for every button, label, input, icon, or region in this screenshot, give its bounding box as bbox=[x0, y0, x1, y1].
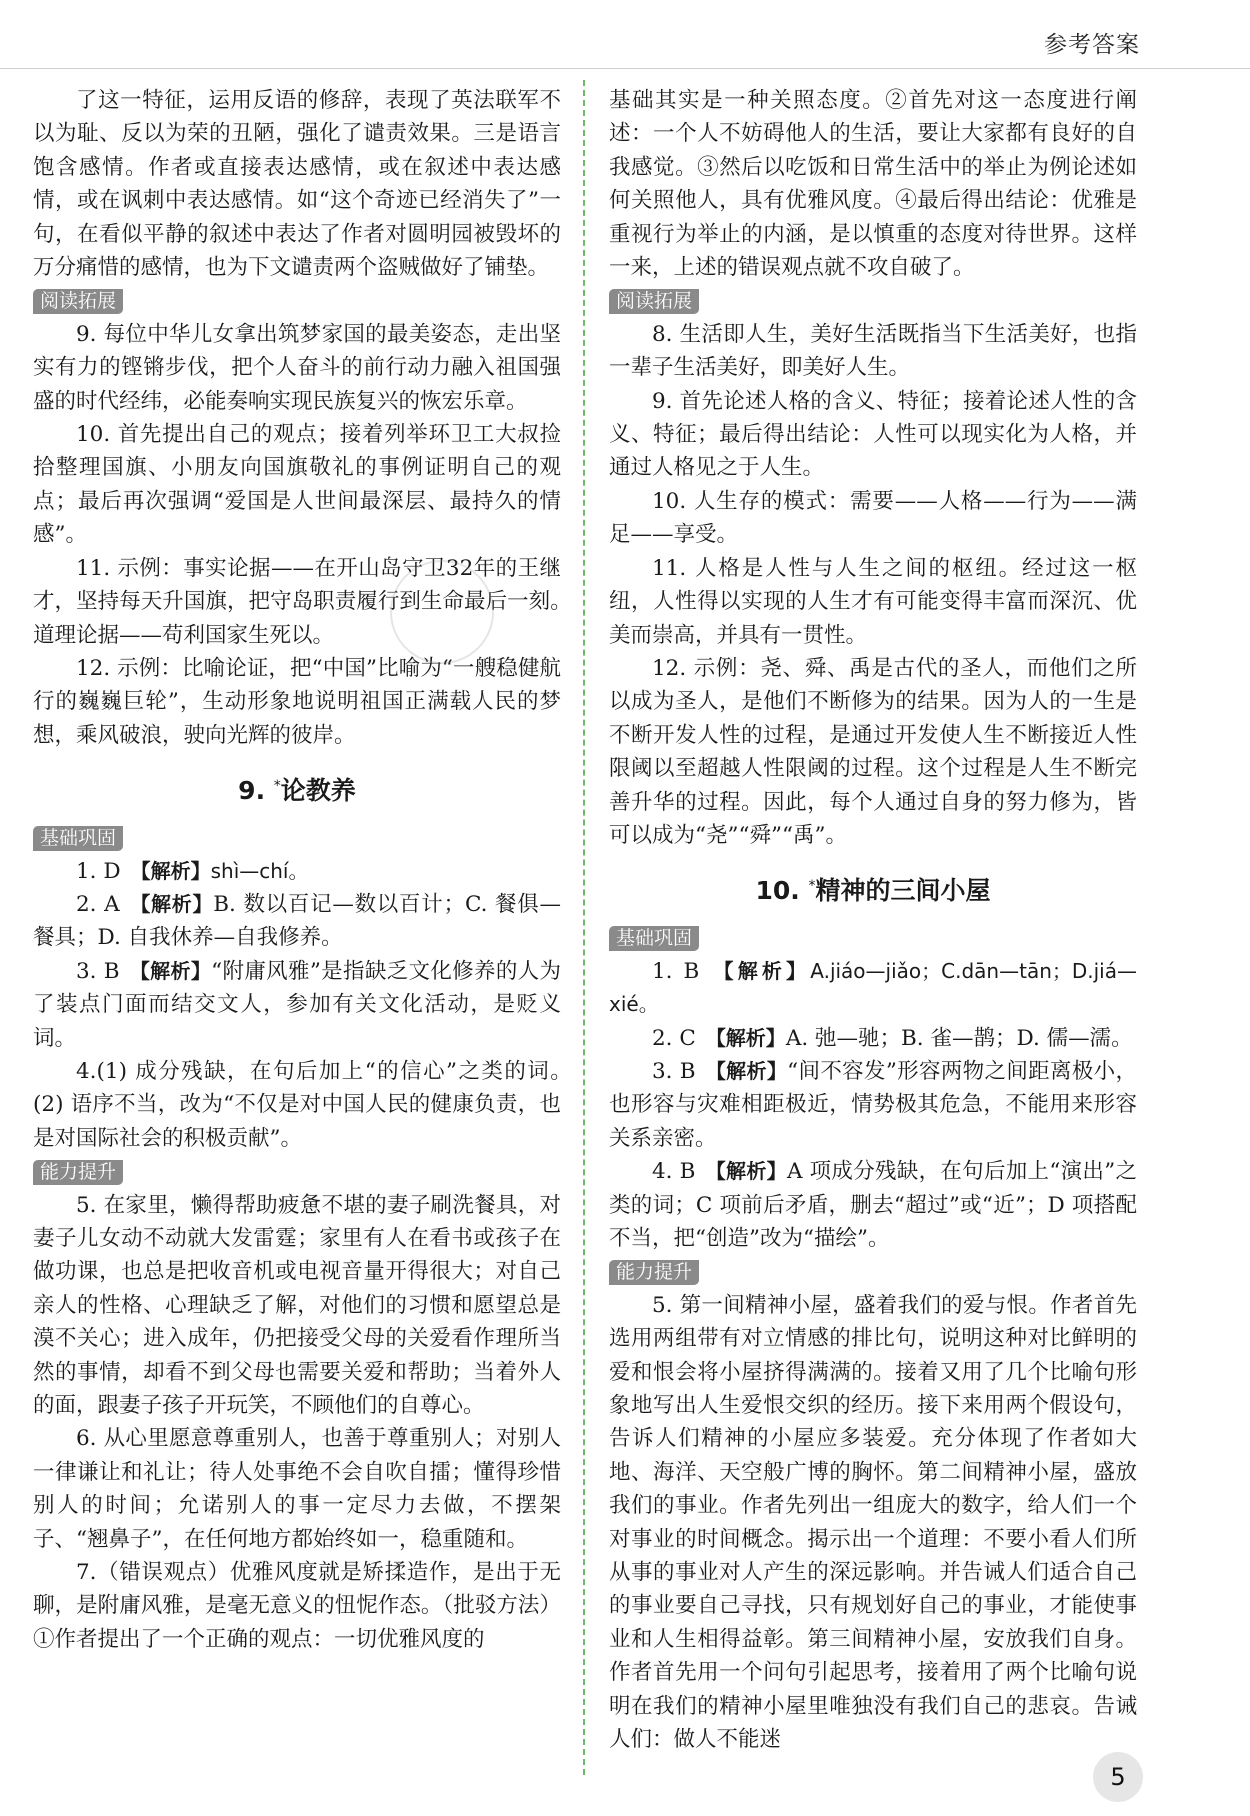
page-number: 5 bbox=[1093, 1752, 1143, 1802]
answer-item: 9. 每位中华儿女拿出筑梦家国的最美姿态，走出坚实有力的铿锵步伐，把个人奋斗的前行动力融入祖国强盛的时代经纬，必能奏响实现民族复兴的恢宏乐章。 bbox=[33, 321, 561, 414]
answer-item bbox=[33, 855, 561, 888]
item-number: 3. bbox=[76, 958, 97, 984]
item-text: A.jiáo—jiǎo；C.dān—tān；D.jiá—xié。 bbox=[609, 958, 1137, 1017]
answer-item bbox=[609, 1055, 1137, 1155]
item-answer: B bbox=[683, 958, 700, 984]
item-number: 2. bbox=[652, 1025, 673, 1051]
section-tag-ability: 能力提升 bbox=[609, 1260, 699, 1285]
answer-item bbox=[33, 888, 561, 955]
item-text: B. 数以百记—数以百计；C. 餐俱—餐具；D. 自我休养—自我修养。 bbox=[33, 891, 562, 951]
right-column bbox=[609, 84, 1137, 1757]
item-text: “附庸风雅”是指缺乏文化修养的人为了装点门面而结交文人，参加有关文化活动，是贬义词。 bbox=[33, 958, 561, 1051]
lesson-number: 9. bbox=[238, 776, 266, 806]
analysis-label: 【解析】 bbox=[129, 891, 214, 916]
answer-item bbox=[609, 1155, 1137, 1255]
answer-item bbox=[609, 1022, 1137, 1055]
answer-item: 5. 在家里，懒得帮助疲惫不堪的妻子刷洗餐具，对妻子儿女动不动就大发雷霆；家里有人在看书或孩子在做功课，也总是把收音机或电视音量开得很大；对自己亲人的性格、心理缺乏了解，对他们的习惯和愿望总是漠不关心；进入成年，仍把接受父母的关爱看作理所当然的事情，却看不到父母也需要关爱和帮助；当着外人的面，跟妻子孩子开玩笑，不顾他们的自尊心。 bbox=[33, 1192, 561, 1419]
section-tag-basic: 基础巩固 bbox=[33, 826, 123, 851]
item-number: 3. bbox=[652, 1058, 673, 1084]
lesson-name: 论教养 bbox=[280, 776, 356, 806]
item-answer: D bbox=[103, 858, 121, 884]
item-number: 4. bbox=[652, 1159, 673, 1185]
section-tag-basic: 基础巩固 bbox=[609, 926, 699, 951]
item-text: (1) 成分残缺，在句后加上“的信心”之类的词。 (2) 语序不当，改为“不仅是对中国人民的健康负责，也是对国际社会的积极贡献”。 bbox=[33, 1058, 583, 1151]
analysis-label: 【解析】 bbox=[130, 858, 211, 883]
answer-item bbox=[33, 955, 561, 1055]
answer-item bbox=[609, 955, 1137, 1022]
answer-item: 11. 人格是人性与人生之间的枢纽。经过这一枢纽，人性得以实现的人生才有可能变得丰富而深沉、优美而崇高，并具有一贯性。 bbox=[609, 555, 1137, 648]
item-answer: B bbox=[679, 1058, 696, 1084]
answer-item: 9. 首先论述人格的含义、特征；接着论述人性的含义、特征；最后得出结论：人性可以现实化为人格，并通过人格见之于人生。 bbox=[609, 388, 1137, 481]
section-tag-reading-extension: 阅读拓展 bbox=[33, 289, 123, 314]
header-rule bbox=[0, 68, 1250, 69]
item-text: A. 弛—驰；B. 雀—鹊；D. 儒—濡。 bbox=[785, 1025, 1133, 1051]
analysis-label: 【解析】 bbox=[705, 1025, 786, 1050]
item-answer: B bbox=[679, 1159, 696, 1185]
answer-item: 10. 人生存的模式：需要——人格——行为——满足——享受。 bbox=[609, 488, 1137, 548]
lesson-mark: * bbox=[273, 778, 281, 795]
lesson-mark: * bbox=[808, 878, 816, 895]
watermark-stamp bbox=[390, 560, 494, 664]
item-text: A 项成分残缺，在句后加上“演出”之类的词；C 项前后矛盾，删去“超过”或“近”；D 项搭配不当，把“创造”改为“描绘”。 bbox=[609, 1159, 1138, 1251]
answer-item bbox=[33, 1055, 583, 1155]
column-divider bbox=[583, 80, 585, 1775]
answer-item: 11. 示例：事实论据——在开山岛守卫32年的王继才，坚持每天升国旗，把守岛职责履行到生命最后一刻。 道理论据——苟利国家生死以。 bbox=[33, 555, 583, 648]
item-answer: A bbox=[104, 891, 120, 917]
item-answer: C bbox=[679, 1025, 696, 1051]
answer-item: 6. 从心里愿意尊重别人，也善于尊重别人；对别人一律谦让和礼让；待人处事绝不会自吹自擂；懂得珍惜别人的时间；允诺别人的事一定尽力去做，不摆架子、“翘鼻子”，在任何地方都始终如一，稳重随和。 bbox=[33, 1426, 561, 1552]
lesson-title bbox=[33, 766, 561, 811]
analysis-label: 【解析】 bbox=[709, 958, 811, 983]
page-header-title: 参考答案 bbox=[1044, 32, 1140, 58]
answer-item: 12. 示例：尧、舜、禹是古代的圣人，而他们之所以成为圣人，是他们不断修为的结果。因为人的一生是不断开发人性的过程，是通过开发使人生不断接近人性限阈以至超越人性限阈的过程。这个过程是人生不断完善升华的过程。因此，每个人通过自身的努力修为，皆可以成为“尧”“舜”“禹”。 bbox=[609, 655, 1137, 848]
lesson-title bbox=[609, 866, 1137, 911]
lesson-number: 10. bbox=[755, 876, 800, 906]
continuation-paragraph: 了这一特征，运用反语的修辞，表现了英法联军不以为耻、反以为荣的丑陋，强化了谴责效果。三是语言饱含感情。作者或直接表达感情，或在叙述中表达感情，或在讽刺中表达感情。如“这个奇迹已经消失了”一句，在看似平静的叙述中表达了作者对圆明园被毁坏的万分痛惜的感情，也为下文谴责两个盗贼做好了铺垫。 bbox=[33, 88, 561, 281]
answer-item: 10. 首先提出自己的观点；接着列举环卫工大叔捡拾整理国旗、小朋友向国旗敬礼的事例证明自己的观点；最后再次强调“爱国是人世间最深层、最持久的情感”。 bbox=[33, 422, 561, 548]
section-tag-reading-extension: 阅读拓展 bbox=[609, 289, 699, 314]
answer-item: 8. 生活即人生，美好生活既指当下生活美好，也指一辈子生活美好，即美好人生。 bbox=[609, 321, 1137, 381]
answer-item: 12. 示例：比喻论证，把“中国”比喻为“一艘稳健航行的巍巍巨轮”，生动形象地说明祖国正满载人民的梦想，乘风破浪，驶向光辉的彼岸。 bbox=[33, 655, 561, 748]
analysis-label: 【解析】 bbox=[705, 1159, 787, 1184]
item-text: shì—chí。 bbox=[210, 858, 309, 883]
analysis-label: 【解析】 bbox=[129, 958, 212, 983]
analysis-label: 【解析】 bbox=[705, 1058, 788, 1083]
left-column bbox=[33, 84, 583, 1656]
lesson-name: 精神的三间小屋 bbox=[815, 876, 991, 906]
answer-item: 7.（错误观点）优雅风度就是矫揉造作，是出于无聊，是附庸风雅，是毫无意义的忸怩作态。（批驳方法）①作者提出了一个正确的观点：一切优雅风度的 bbox=[33, 1560, 561, 1652]
item-number: 1. bbox=[76, 858, 97, 884]
answer-item: 5. 第一间精神小屋，盛着我们的爱与恨。作者首先选用两组带有对立情感的排比句，说明这种对比鲜明的爱和恨会将小屋挤得满满的。接着又用了几个比喻句形象地写出人生爱恨交织的经历。接下来用两个假设句，告诉人们精神的小屋应多装爱。充分体现了作者如大地、海洋、天空般广博的胸怀。第二间精神小屋，盛放我们的事业。作者先列出一组庞大的数字，给人们一个对事业的时间概念。揭示出一个道理：不要小看人们所从事的事业对人产生的深远影响。并告诫人们适合自己的事业要自己寻找，只有规划好自己的事业，才能使事业和人生相得益彰。第三间精神小屋，安放我们自身。作者首先用一个问句引起思考，接着用了两个比喻句说明在我们的精神小屋里唯独没有我们自己的悲哀。告诫人们：做人不能迷 bbox=[609, 1292, 1137, 1753]
item-number: 4. bbox=[76, 1058, 97, 1084]
item-number: 2. bbox=[76, 891, 97, 917]
item-number: 1. bbox=[652, 958, 673, 984]
item-answer: B bbox=[103, 958, 120, 984]
section-tag-ability: 能力提升 bbox=[33, 1160, 123, 1185]
continuation-paragraph: 基础其实是一种关照态度。②首先对这一态度进行阐述：一个人不妨碍他人的生活，要让大家都有良好的自我感觉。③然后以吃饭和日常生活中的举止为例论述如何关照他人，具有优雅风度。④最后得出结论：优雅是重视行为举止的内涵，是以慎重的态度对待世界。这样一来，上述的错误观点就不攻自破了。 bbox=[609, 88, 1137, 281]
item-text: “间不容发”形容两物之间距离极小，也形容与灾难相距极近，情势极其危急，不能用来形容关系亲密。 bbox=[609, 1058, 1137, 1151]
